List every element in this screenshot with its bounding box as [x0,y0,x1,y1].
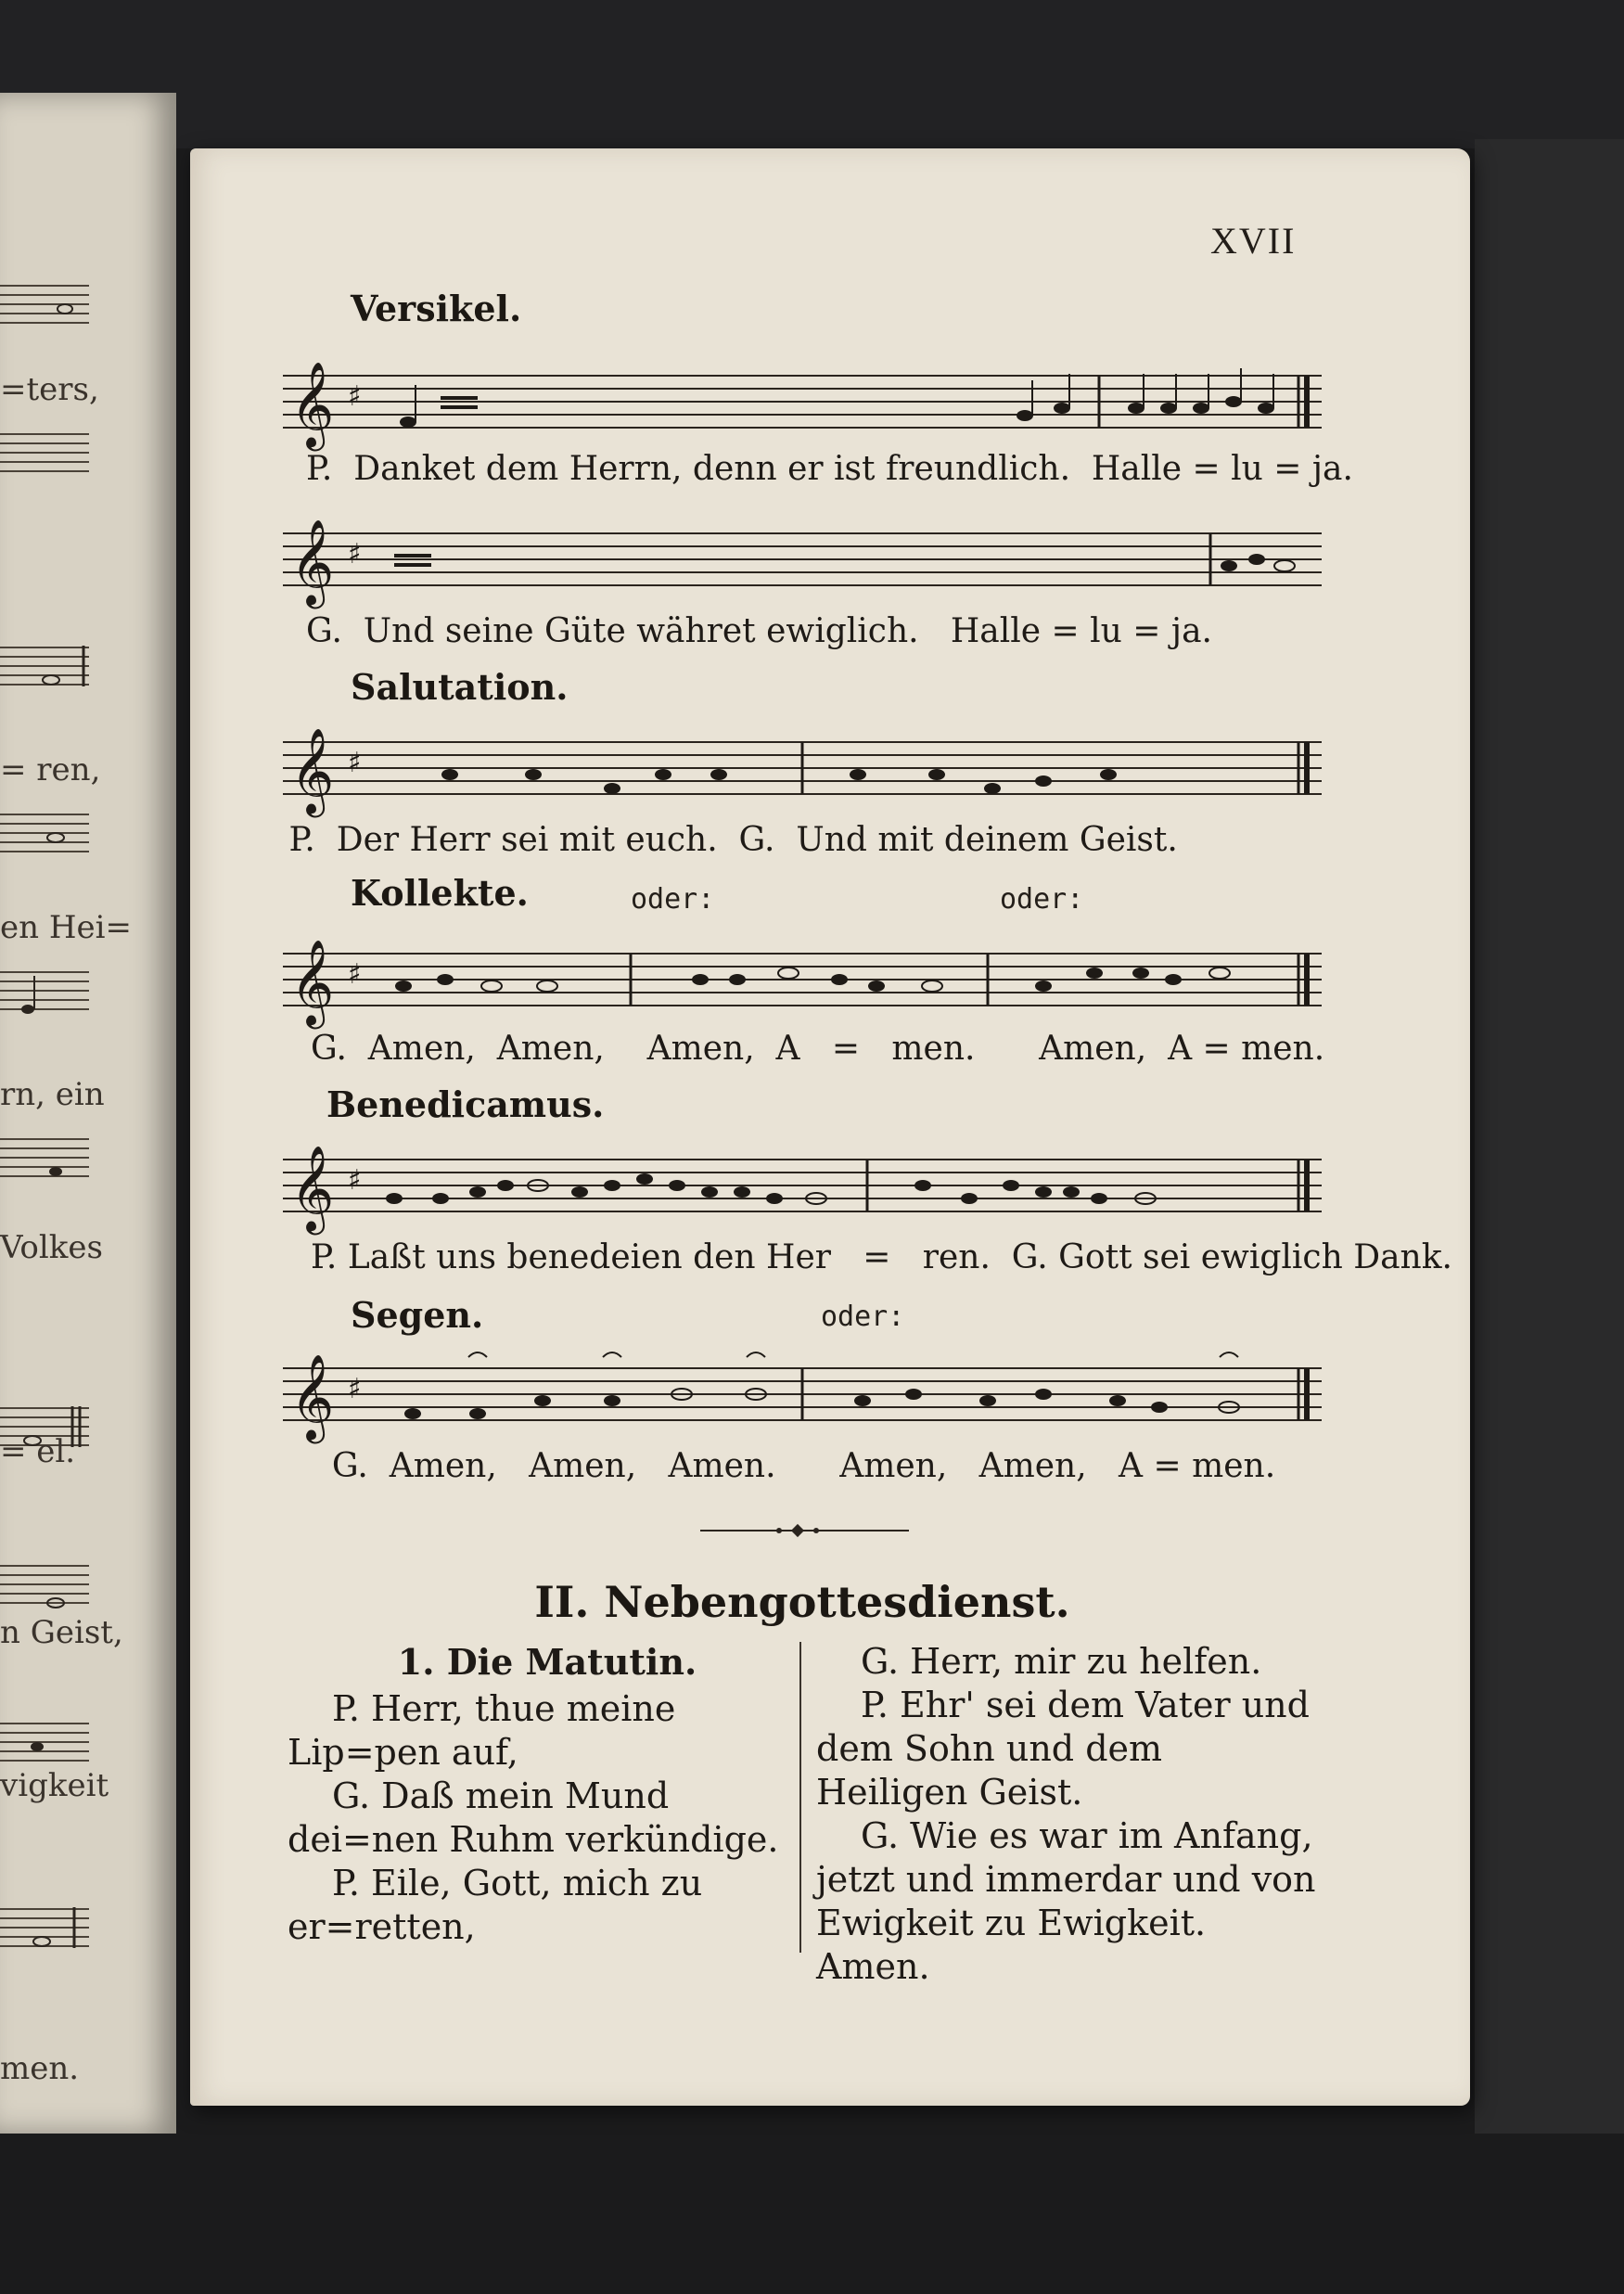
subsection-heading: 1. Die Matutin. [397,1641,697,1683]
left-page-text: en Hei= [0,909,132,946]
paragraph: G. Herr, mir zu helfen. [861,1641,1262,1682]
lyrics-line: P. Laßt uns benedeien den Her = ren. G. Gott sei ewiglich Dank. [311,1238,1452,1276]
svg-text:𝄞: 𝄞 [290,361,335,447]
svg-text:♯: ♯ [348,1164,362,1197]
svg-text:♯: ♯ [348,538,362,570]
left-page-text: vigkeit [0,1767,109,1804]
paragraph: P. Ehr' sei dem Vater und dem Sohn und dem Heiligen Geist. [816,1685,1310,1813]
paragraph: P. Herr, thue meine Lip=pen auf, [288,1688,676,1773]
lyrics-line: G. Amen, Amen, Amen, A = men. Amen, A = men. [311,1030,1325,1068]
lyrics-line: G. Und seine Güte währet ewiglich. Halle = lu = ja. [306,612,1212,650]
left-page-staff [0,427,89,481]
left-page-text: men. [0,2050,80,2087]
svg-text:𝄞: 𝄞 [290,519,335,605]
svg-text:♯: ♯ [348,380,362,413]
left-page-staff [0,965,89,1019]
right-column [816,1640,1322,1989]
left-page-text: rn, ein [0,1076,105,1113]
music-staff [283,1350,1322,1442]
book-cover-edge [1475,139,1624,2134]
left-page-staff [0,1716,89,1770]
heading-versikel: Versikel. [351,288,522,329]
left-page-text: = ren, [0,751,101,788]
book-cover-top [0,0,1624,148]
left-page-text: n Geist, [0,1614,123,1651]
paragraph: G. Wie es war im Anfang, jetzt und immerdar und von Ewigkeit zu Ewigkeit. Amen. [816,1815,1316,1987]
music-staff [283,515,1322,608]
svg-text:♯: ♯ [348,958,362,991]
svg-text:♯: ♯ [348,1373,362,1405]
left-page-staff [0,1558,89,1612]
left-page-staff [0,278,89,332]
heading-benedicamus: Benedicamus. [326,1083,605,1125]
heading-salutation: Salutation. [351,666,569,708]
alternative-label: oder: [821,1301,905,1333]
column-rule [799,1642,801,1953]
left-page-staff [0,1902,89,1955]
left-page-staff [0,807,89,861]
left-page-staff [0,1132,89,1185]
heading-segen: Segen. [351,1294,484,1336]
svg-text:𝄞: 𝄞 [290,939,335,1025]
music-staff [283,1141,1322,1234]
left-column [288,1640,807,1949]
section-title: II. Nebengottesdienst. [534,1577,1070,1627]
paragraph: G. Daß mein Mund dei=nen Ruhm verkündige. [288,1775,779,1860]
left-page-text: =ters, [0,371,99,408]
alternative-label: oder: [631,883,715,916]
music-staff [283,724,1322,816]
music-staff [283,935,1322,1028]
page-number: XVII [1210,220,1297,262]
svg-text:♯: ♯ [348,747,362,779]
left-page-text: = el. [0,1433,76,1470]
paragraph: P. Eile, Gott, mich zu er=retten, [288,1863,703,1947]
music-staff [283,357,1322,450]
lyrics-line: P. Danket dem Herrn, denn er ist freundlich. Halle = lu = ja. [306,450,1353,488]
svg-text:𝄞: 𝄞 [290,1145,335,1231]
lyrics-line: P. Der Herr sei mit euch. G. Und mit deinem Geist. [278,821,1178,859]
alternative-label: oder: [1000,883,1084,916]
left-page-staff [0,640,89,694]
ornamental-divider [700,1521,909,1540]
lyrics-line: G. Amen, Amen, Amen. Amen, Amen, A = men. [311,1447,1276,1485]
left-facing-page [0,93,176,2134]
svg-text:𝄞: 𝄞 [290,727,335,814]
svg-text:𝄞: 𝄞 [290,1353,335,1440]
left-page-text: Volkes [0,1229,103,1266]
heading-kollekte: Kollekte. [351,872,529,914]
